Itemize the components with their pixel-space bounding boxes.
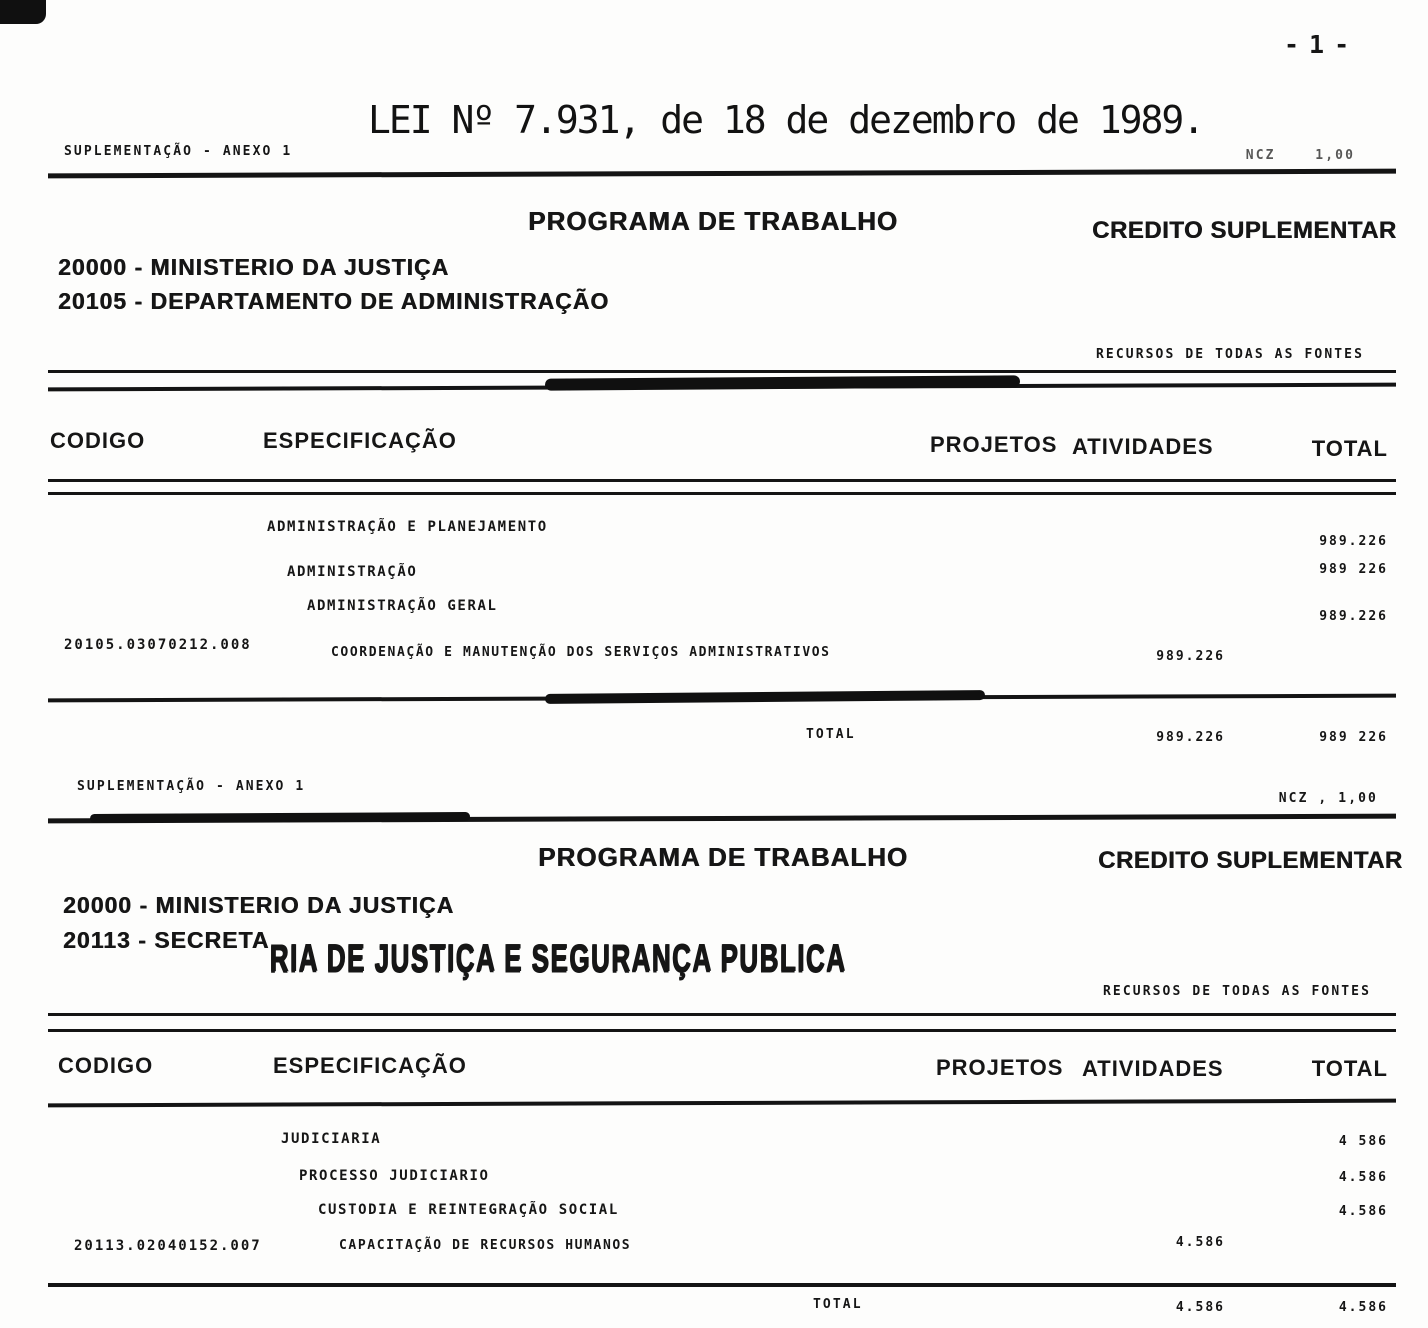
col-header-projetos: PROJETOS xyxy=(930,432,1058,457)
col-header-codigo: CODIGO xyxy=(50,428,146,453)
table-row-especificacao: JUDICIARIA xyxy=(281,1131,382,1147)
table-row-especificacao: ADMINISTRAÇÃO E PLANEJAMENTO xyxy=(267,519,548,535)
horizontal-rule xyxy=(48,1283,1396,1287)
col-header-atividades: ATIVIDADES xyxy=(1082,1056,1224,1081)
resources-label: RECURSOS DE TODAS AS FONTES xyxy=(1103,984,1372,999)
table-row-total-value: 989.226 xyxy=(1319,609,1388,624)
program-header: PROGRAMA DE TRABALHO xyxy=(528,206,899,236)
col-header-especificacao: ESPECIFICAÇÃO xyxy=(263,428,457,453)
table-row-total-value: 4 586 xyxy=(1338,1134,1388,1149)
page-number: -1- xyxy=(1284,30,1360,59)
total-row-atividades-value: 4.586 xyxy=(1175,1300,1225,1315)
table-row-total-value: 989.226 xyxy=(1319,534,1388,549)
program-header: PROGRAMA DE TRABALHO xyxy=(538,842,909,872)
table-row-especificacao: CUSTODIA E REINTEGRAÇÃO SOCIAL xyxy=(318,1202,619,1218)
table-row-especificacao: ADMINISTRAÇÃO xyxy=(287,564,418,580)
col-header-total: TOTAL xyxy=(1311,1056,1388,1081)
table-row-codigo: 20105.03070212.008 xyxy=(64,637,252,653)
table-row-codigo: 20113.02040152.007 xyxy=(74,1238,262,1254)
currency-rate-label: NCZ 1,00 xyxy=(1245,148,1355,163)
col-header-atividades: ATIVIDADES xyxy=(1072,434,1214,459)
document-title: LEI Nº 7.931, de 18 de dezembro de 1989. xyxy=(368,98,1204,142)
table-row-atividades-value: 4.586 xyxy=(1175,1235,1225,1250)
org-line-prefix: 20113 - SECRETA xyxy=(63,927,270,953)
horizontal-rule xyxy=(48,1099,1396,1108)
credit-header: CREDITO SUPLEMENTAR xyxy=(1098,847,1403,874)
org-line-overprint-misprint: RIA DE JUSTIÇA E SEGURANÇA PUBLICA xyxy=(269,935,847,980)
org-code-line-ministry: 20000 - MINISTERIO DA JUSTIÇA xyxy=(63,892,455,918)
table-row-especificacao: PROCESSO JUDICIARIO xyxy=(299,1168,490,1184)
horizontal-rule xyxy=(48,1013,1396,1016)
annex-label: SUPLEMENTAÇÃO - ANEXO 1 xyxy=(64,144,293,159)
horizontal-rule xyxy=(48,1029,1396,1032)
resources-label: RECURSOS DE TODAS AS FONTES xyxy=(1096,347,1365,362)
col-header-total: TOTAL xyxy=(1311,436,1388,461)
col-header-especificacao: ESPECIFICAÇÃO xyxy=(273,1053,467,1078)
col-header-codigo: CODIGO xyxy=(58,1053,154,1078)
total-row-atividades-value: 989.226 xyxy=(1156,730,1225,745)
table-row-especificacao: COORDENAÇÃO E MANUTENÇÃO DOS SERVIÇOS ADMINISTRATIVOS xyxy=(331,645,831,660)
currency-rate-label: NCZ , 1,00 xyxy=(1278,791,1378,806)
total-row-label: TOTAL xyxy=(813,1297,863,1312)
org-code-line-ministry: 20000 - MINISTERIO DA JUSTIÇA xyxy=(58,254,450,280)
total-row-label: TOTAL xyxy=(806,727,856,742)
org-code-line-secretariat xyxy=(63,924,847,980)
col-header-projetos: PROJETOS xyxy=(936,1055,1064,1080)
total-row-total-value: 989 226 xyxy=(1319,730,1388,745)
annex-label: SUPLEMENTAÇÃO - ANEXO 1 xyxy=(77,779,306,794)
credit-header: CREDITO SUPLEMENTAR xyxy=(1092,217,1397,244)
table-row-total-value: 989 226 xyxy=(1319,562,1388,577)
table-row-atividades-value: 989.226 xyxy=(1156,649,1225,664)
table-row-total-value: 4.586 xyxy=(1338,1204,1388,1219)
table-row-total-value: 4.586 xyxy=(1338,1170,1388,1185)
org-code-line-department: 20105 - DEPARTAMENTO DE ADMINISTRAÇÃO xyxy=(58,288,610,314)
table-row-especificacao: ADMINISTRAÇÃO GERAL xyxy=(307,598,498,614)
table-row-especificacao: CAPACITAÇÃO DE RECURSOS HUMANOS xyxy=(339,1238,632,1253)
total-row-total-value: 4.586 xyxy=(1338,1300,1388,1315)
